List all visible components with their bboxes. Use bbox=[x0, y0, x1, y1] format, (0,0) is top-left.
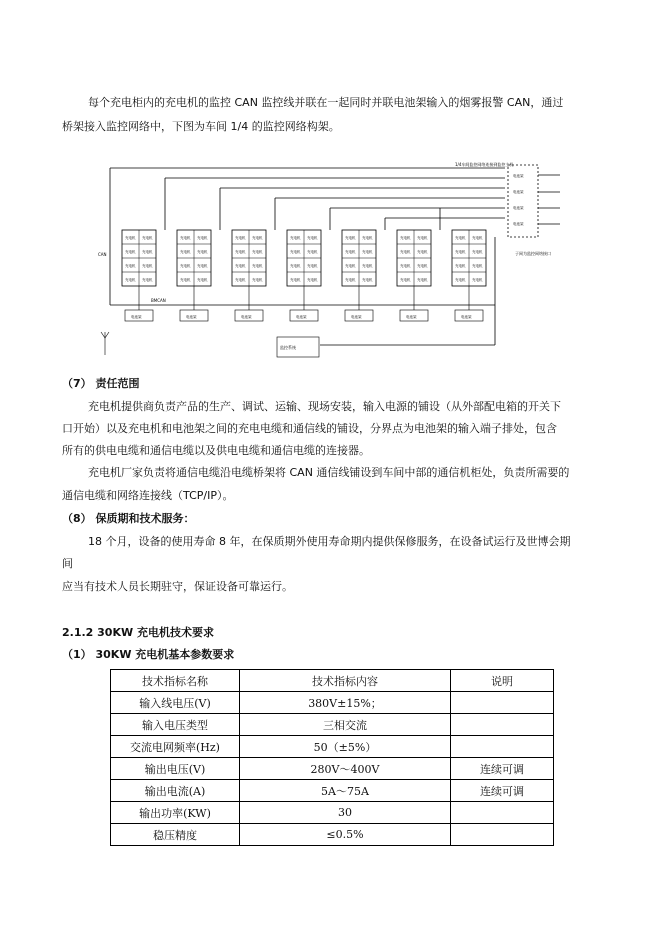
cabinet-cell-label: 充电机 bbox=[472, 264, 483, 268]
table-cell: 连续可调 bbox=[451, 780, 554, 802]
cabinet-cell-label: 充电机 bbox=[290, 278, 301, 282]
cabinet-cell-label: 充电机 bbox=[417, 236, 428, 240]
table-cell: 连续可调 bbox=[451, 758, 554, 780]
cabinet-cell-label: 充电机 bbox=[345, 236, 356, 240]
table-row bbox=[111, 824, 554, 846]
section-8-para-2: 间 bbox=[62, 557, 73, 570]
table-cell bbox=[451, 692, 554, 714]
cabinet-cell-label: 充电机 bbox=[472, 278, 483, 282]
table-cell: 输出电流(A) bbox=[111, 780, 240, 802]
cabinet-cell-label: 充电机 bbox=[252, 278, 263, 282]
cabinet-cell-label: 充电机 bbox=[197, 250, 208, 254]
cabinet-cell-label: 充电机 bbox=[417, 250, 428, 254]
table-cell bbox=[451, 714, 554, 736]
cabinet-cell-label: 充电机 bbox=[180, 250, 191, 254]
section-7-heading: （7） 责任范围 bbox=[62, 377, 140, 390]
cabinet-cell-label: 充电机 bbox=[362, 278, 373, 282]
table-row bbox=[111, 714, 554, 736]
cabinet-cell-label: 充电机 bbox=[125, 250, 136, 254]
cabinet-cell-label: 充电机 bbox=[197, 264, 208, 268]
table-cell: 30 bbox=[240, 802, 451, 824]
cabinet-cell-label: 充电机 bbox=[455, 264, 466, 268]
table-row bbox=[111, 736, 554, 758]
cabinet-cell-label: 充电机 bbox=[180, 278, 191, 282]
battery-box-label: 电池架 bbox=[296, 315, 307, 319]
table-row bbox=[111, 692, 554, 714]
monitoring-network-diagram bbox=[95, 160, 575, 365]
cabinet-cell-label: 充电机 bbox=[455, 236, 466, 240]
cabinet-cell-label: 充电机 bbox=[142, 236, 153, 240]
cabinet-cell-label: 充电机 bbox=[180, 236, 191, 240]
cabinet-cell-label: 充电机 bbox=[307, 278, 318, 282]
cabinet-cell-label: 充电机 bbox=[400, 250, 411, 254]
legend-label: 子网为监控网络接口 bbox=[515, 251, 551, 256]
right-battery-label: 电池架 bbox=[513, 222, 524, 226]
table-row bbox=[111, 802, 554, 824]
cabinet-cell-label: 充电机 bbox=[235, 278, 246, 282]
cabinet-cell-label: 充电机 bbox=[125, 278, 136, 282]
cabinet-cell-label: 充电机 bbox=[345, 250, 356, 254]
right-battery-label: 电池架 bbox=[513, 190, 524, 194]
cabinet-cell-label: 充电机 bbox=[307, 250, 318, 254]
battery-box-label: 电池架 bbox=[241, 315, 252, 319]
cabinet-cell-label: 充电机 bbox=[180, 264, 191, 268]
table-header-cell: 技术指标内容 bbox=[240, 670, 451, 692]
cabinet-cell-label: 充电机 bbox=[235, 250, 246, 254]
cabinet-cell-label: 充电机 bbox=[290, 250, 301, 254]
table-header-cell: 说明 bbox=[451, 670, 554, 692]
cabinet-cell-label: 充电机 bbox=[455, 250, 466, 254]
right-battery-label: 电池架 bbox=[513, 206, 524, 210]
table-header-row bbox=[111, 670, 554, 692]
cabinet-cell-label: 充电机 bbox=[455, 278, 466, 282]
table-cell: 5A～75A bbox=[240, 780, 451, 802]
intro-line-2: 桥架接入监控网络中，下图为车间 1/4 的监控网络构架。 bbox=[62, 120, 340, 133]
can-label: CAN bbox=[98, 252, 107, 257]
cabinet-cell-label: 充电机 bbox=[125, 264, 136, 268]
cabinet-cell-label: 充电机 bbox=[400, 278, 411, 282]
battery-box-label: 电池架 bbox=[351, 315, 362, 319]
battery-box-label: 电池架 bbox=[131, 315, 142, 319]
cabinet-cell-label: 充电机 bbox=[307, 236, 318, 240]
cabinet-cell-label: 充电机 bbox=[345, 264, 356, 268]
cabinet-cell-label: 充电机 bbox=[142, 264, 153, 268]
table-row bbox=[111, 780, 554, 802]
cabinet-cell-label: 充电机 bbox=[400, 236, 411, 240]
section-7-para-4: 充电机厂家负责将通信电缆沿电缆桥架将 CAN 通信线铺设到车间中部的通信机柜处，负责所需要的 bbox=[88, 466, 570, 479]
cabinet-cell-label: 充电机 bbox=[125, 236, 136, 240]
cabinet-cell-label: 充电机 bbox=[362, 250, 373, 254]
table-cell: 50（±5%） bbox=[240, 736, 451, 758]
cabinet-cell-label: 充电机 bbox=[142, 250, 153, 254]
battery-box-label: 电池架 bbox=[186, 315, 197, 319]
section-7-para-1: 充电机提供商负责产品的生产、调试、运输、现场安装，输入电源的铺设（从外部配电箱的开关下 bbox=[88, 400, 561, 413]
table-cell: 380V±15%； bbox=[240, 692, 451, 714]
charger-cabinets bbox=[122, 230, 486, 286]
table-row bbox=[111, 758, 554, 780]
cabinet-cell-label: 充电机 bbox=[345, 278, 356, 282]
cabinet-cell-label: 充电机 bbox=[472, 236, 483, 240]
table-header-cell: 技术指标名称 bbox=[111, 670, 240, 692]
battery-box-label: 电池架 bbox=[406, 315, 417, 319]
section-8-para-3: 应当有技术人员长期驻守，保证设备可靠运行。 bbox=[62, 580, 293, 593]
cabinet-cell-label: 充电机 bbox=[235, 236, 246, 240]
cabinet-cell-label: 充电机 bbox=[417, 264, 428, 268]
cabinet-cell-label: 充电机 bbox=[197, 278, 208, 282]
table-cell: 交流电网频率(Hz) bbox=[111, 736, 240, 758]
cabinet-cell-label: 充电机 bbox=[252, 236, 263, 240]
battery-box-label: 电池架 bbox=[461, 315, 472, 319]
cabinet-cell-label: 充电机 bbox=[290, 236, 301, 240]
cabinet-cell-label: 充电机 bbox=[252, 264, 263, 268]
top-note-label: 1/4车间监控网络连接到监控主机 bbox=[455, 162, 514, 167]
cabinet-cell-label: 充电机 bbox=[307, 264, 318, 268]
cabinet-cell-label: 充电机 bbox=[197, 236, 208, 240]
table-cell: 输出电压(V) bbox=[111, 758, 240, 780]
right-battery-label: 电池架 bbox=[513, 174, 524, 178]
section-2-1-2-heading: 2.1.2 30KW 充电机技术要求 bbox=[62, 626, 214, 639]
table-cell: 三相交流 bbox=[240, 714, 451, 736]
cabinet-cell-label: 充电机 bbox=[417, 278, 428, 282]
cabinet-cell-label: 充电机 bbox=[142, 278, 153, 282]
table-cell: 输入电压类型 bbox=[111, 714, 240, 736]
spec-table bbox=[110, 669, 554, 846]
bms-can-label: BMCAN bbox=[151, 298, 166, 303]
table-cell bbox=[451, 802, 554, 824]
section-8-heading: （8） 保质期和技术服务： bbox=[62, 512, 195, 525]
cabinet-cell-label: 充电机 bbox=[290, 264, 301, 268]
table-cell: 280V～400V bbox=[240, 758, 451, 780]
table-cell: 输出功率(KW) bbox=[111, 802, 240, 824]
table-cell bbox=[451, 824, 554, 846]
section-7-para-5: 通信电缆和网络连接线（TCP/IP）。 bbox=[62, 489, 234, 502]
cabinet-cell-label: 充电机 bbox=[362, 264, 373, 268]
table-cell bbox=[451, 736, 554, 758]
cabinet-cell-label: 充电机 bbox=[252, 250, 263, 254]
table-cell: 输入线电压(V) bbox=[111, 692, 240, 714]
cabinet-cell-label: 充电机 bbox=[472, 250, 483, 254]
section-7-para-3: 所有的供电电缆和通信电缆以及供电电缆和通信电缆的连接器。 bbox=[62, 444, 370, 457]
section-7-para-2: 口开始）以及充电机和电池架之间的充电电缆和通信线的铺设，分界点为电池架的输入端子排处，包含 bbox=[62, 422, 557, 435]
section-8-para-1: 18 个月，设备的使用寿命 8 年，在保质期外使用寿命期内提供保修服务，在设备试运行及世博会期 bbox=[88, 535, 571, 548]
table-cell: ≤0.5% bbox=[240, 824, 451, 846]
cabinet-cell-label: 充电机 bbox=[400, 264, 411, 268]
monitor-box-label: 监控系统 bbox=[280, 345, 296, 350]
intro-line-1: 每个充电柜内的充电机的监控 CAN 监控线并联在一起同时并联电池架输入的烟雾报警 CAN，通过 bbox=[88, 96, 564, 109]
section-2-1-2-subheading: （1） 30KW 充电机基本参数要求 bbox=[62, 648, 235, 661]
cabinet-cell-label: 充电机 bbox=[362, 236, 373, 240]
table-cell: 稳压精度 bbox=[111, 824, 240, 846]
cabinet-cell-label: 充电机 bbox=[235, 264, 246, 268]
